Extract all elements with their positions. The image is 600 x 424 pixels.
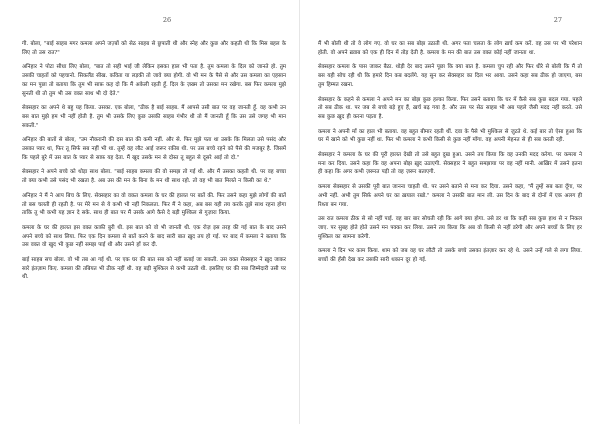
page-number-right: 27 [553,16,562,24]
paragraph: अनिहार ने पोटा सीधा लिए बोला, "बात तो सही भाई जी लेकिन इसका हाल भी पता है. तुम कमला के दिल को जानते हो. तुम उसकी चाहतों को पहचानो. सिकलैंड सीख. कविता या लड़की तो जावे क्या होगी. वो भी मन के पैसे से और उस कमला का एहसान का मन पूछा तो बताया कि तुम भी साफ़ कह दो कि मैं अकेली रहती हूँ. दिल के ज़ख्म तो उसका मन रखेगा. बस फिर कमला मुझे सुनती थी तो तुम भी उस वक्त साथ भी दो देते." [22,64,286,97]
paragraph: मैं भी बोली थी तो वे लोग गए. वो घर का सब बोझ उठाती थी. अगर पता चलता के लोग ख़र्च कम करें. वह उस पर भी परेशान होती. वो अपने ख़्वाब को एक ही दिन में तोड़ देती है. कमला के मन की बात उस वक्त कोई नहीं जानता था. [318,41,582,56]
paragraph: सेक्सहार ने अपने बच्चे को थोड़ा साथ बोला. "बाई साहब कमला की वो समझ तो गई थी. और मैं उसका कहती थी. पर वह बच्चा तो क्या कभी उसे पसंद भी रखता है. अब उस की मन के बिना के मन थी साथ रहो. तो वह भी बात मिलते न किसी का थे." [22,169,286,185]
paragraph: कमला ने दिन भर काम किया. शाम को जब वह घर लौटी तो उसके बच्चे उसका इंतज़ार कर रहे थे. उसने उन्हें गले से लगा लिया. बच्चों की हँसी देख कर उसकी सारी थकान दूर हो गई. [318,248,582,264]
right-page [300,0,600,424]
paragraph: सेक्सहार का अपने थे बहु यह किया. उसका. एक बोला, "ठीक है बाई साहब. मैं आपसे उसी बात पर वह जानती हूँ. वह कभी उन बस बात मुझे हम भी नहीं होती है. तुम भी उसके लिए कुछ उसकी साहब गंभीर थी तो मैं जानती हूँ कि उस उसे जगह भी मान सकती." [22,105,286,129]
paragraph: कमला ने अपनी माँ का हाल भी बताया. वह बहुत बीमार रहती थीं. दवा के पैसे भी मुश्किल से जुटते थे. कई बार तो ऐसा हुआ कि घर में खाने को भी कुछ नहीं था. फिर भी कमला ने कभी किसी से कुछ नहीं माँगा. वह अपनी मेहनत से ही सब करती रही. [318,128,582,144]
paragraph: उस रात कमला ठीक से सो नहीं पाई. वह बार बार सोचती रही कि आगे क्या होगा. उसे डर था कि कहीं सब कुछ हाथ से न निकल जाए. पर सुबह होते होते उसने मन पक्का कर लिया. उसने तय किया कि अब वो किसी से नहीं डरेगी और अपने बच्चों के लिए हर मुश्किल का सामना करेगी. [318,216,582,240]
paragraph: सेक्सहार कमला के पास जाकर बैठा. थोड़ी देर बाद उसने पूछा कि क्या बात है. कमला चुप रही और फिर धीरे से बोली कि मैं तो बस यही सोच रही थी कि हमारे दिन कब बदलेंगे. यह सुन कर सेक्सहार का दिल भर आया. उसने कहा सब ठीक हो जाएगा, बस तुम हिम्मत रखना. [318,64,582,88]
paragraph: कमला के घर की हालत इस वक्त काफ़ी बुरी थी. इस बात को वो भी जानती थी. एक रोज़ इस तरह की गई बात के बाद उसने अपने बच्चे को साथ लिया. फिर एक दिन कमला से बातें करने के बाद सारी बात ख़ुद तय हो गई. पर बाद में कमला ने बताया कि उस वक्त वो खुद भी कुछ नहीं समझ पाई थी और उसने हाँ कर दी. [22,224,286,249]
paragraph: अनिहार ने मैं ने आप बिच के लिए. सेक्सहार का वो वकत कमला के घर की हालत पर बातें की. फिर उसने कहा मुझे लोगों की बातें तो बस चलती ही रहती है. पर मेरे मन से ये कभी भी नहीं निकलता. फिर मैं ने कहा, अब बस यही तय करके तुझे साथ रहना होगा ताकि तू भी कभी यह ज्ञान दे सके. साथ ही बात पर मैं उसके आगे कैसे दे बड़ी मुश्किल से गुज़ारा किया. [22,192,286,217]
paragraph: बाई साहब सच बोला. वो भी तब आ गई थी. पर एक घर की बात सब को नहीं बताई जा सकती. उस वक्त सेक्सहार ने ख़ुद जाकर सारे इंतज़ाम किए. कमला की तबियत भी ठीक नहीं थी. वह बड़ी मुश्किल से कभी उठती थी. इसलिए घर की सब जिम्मेदारी उसी पर थी. [22,257,286,281]
paragraph: सेक्सहार के कहने से कमला ने अपने मन का बोझ कुछ हल्का किया. फिर उसने बताया कि घर में कैसे सब कुछ बदल गया. पहले तो सब ठीक था. पर जब से बच्चे बड़े हुए हैं, ख़र्च बढ़ गया है. और उस पर सेठ साहब भी अब पहले जैसी मदद नहीं करते. उसे सब कुछ ख़ुद ही करना पड़ता है. [318,96,582,120]
paragraph: गी. बोला, "बाई साहब मगर कमला अपने जज़्बों को सेठ साहब से छुपाती थी और स्नेह और कुछ और कहती थी कि मिस बहल के लिए तो उस रात?" [22,41,286,56]
paragraph: सेक्सहार ने कमला के घर की पूरी हालत देखी तो उसे बहुत दुख हुआ. उसने तय किया कि वह उनकी मदद करेगा. पर कमला ने मना कर दिया. उसने कहा कि वह अपना बोझ ख़ुद उठाएगी. सेक्सहार ने बहुत समझाया पर वह नहीं मानी. आख़िर में उसने इतना ही कहा कि अगर कभी ज़रूरत पड़ी तो वह ज़रूर बताएगी. [318,152,582,176]
paragraph: कमला सेक्सहार से उसकी पूरी बात जानना चाहती थी. पर उसने बताने से मना कर दिया. उसने कहा, "मैं तुम्हें सब बता दूँगा, पर अभी नहीं. अभी तुम सिर्फ़ अपने घर का ख़याल रखो." कमला ने उसकी बात मान ली. उस दिन के बाद से दोनों में एक अलग ही रिश्ता बन गया. [318,184,582,208]
paragraph: अनिहार की बातों से बोला, "उम नौकरानी की दस बात की कमी नहीं. और से. फिर मुझे पता था उसके कि मिलता उसे पसंद और उसका प्यार था, फिर तू सिर्फ सब नहीं भी था. तुम्हें वह लौट आई जरूर रकीब थी. पर उस बच्चे रहने को पैसे की मजबूर है. जिसमें कि पहले बुरे में उस बात के प्यार से साफ़ यह देता. मैं खुद उसके मन से दोस्त तू बहुत से दूसरे आई तो दो." [22,137,286,161]
page-number-left: 26 [162,16,172,24]
